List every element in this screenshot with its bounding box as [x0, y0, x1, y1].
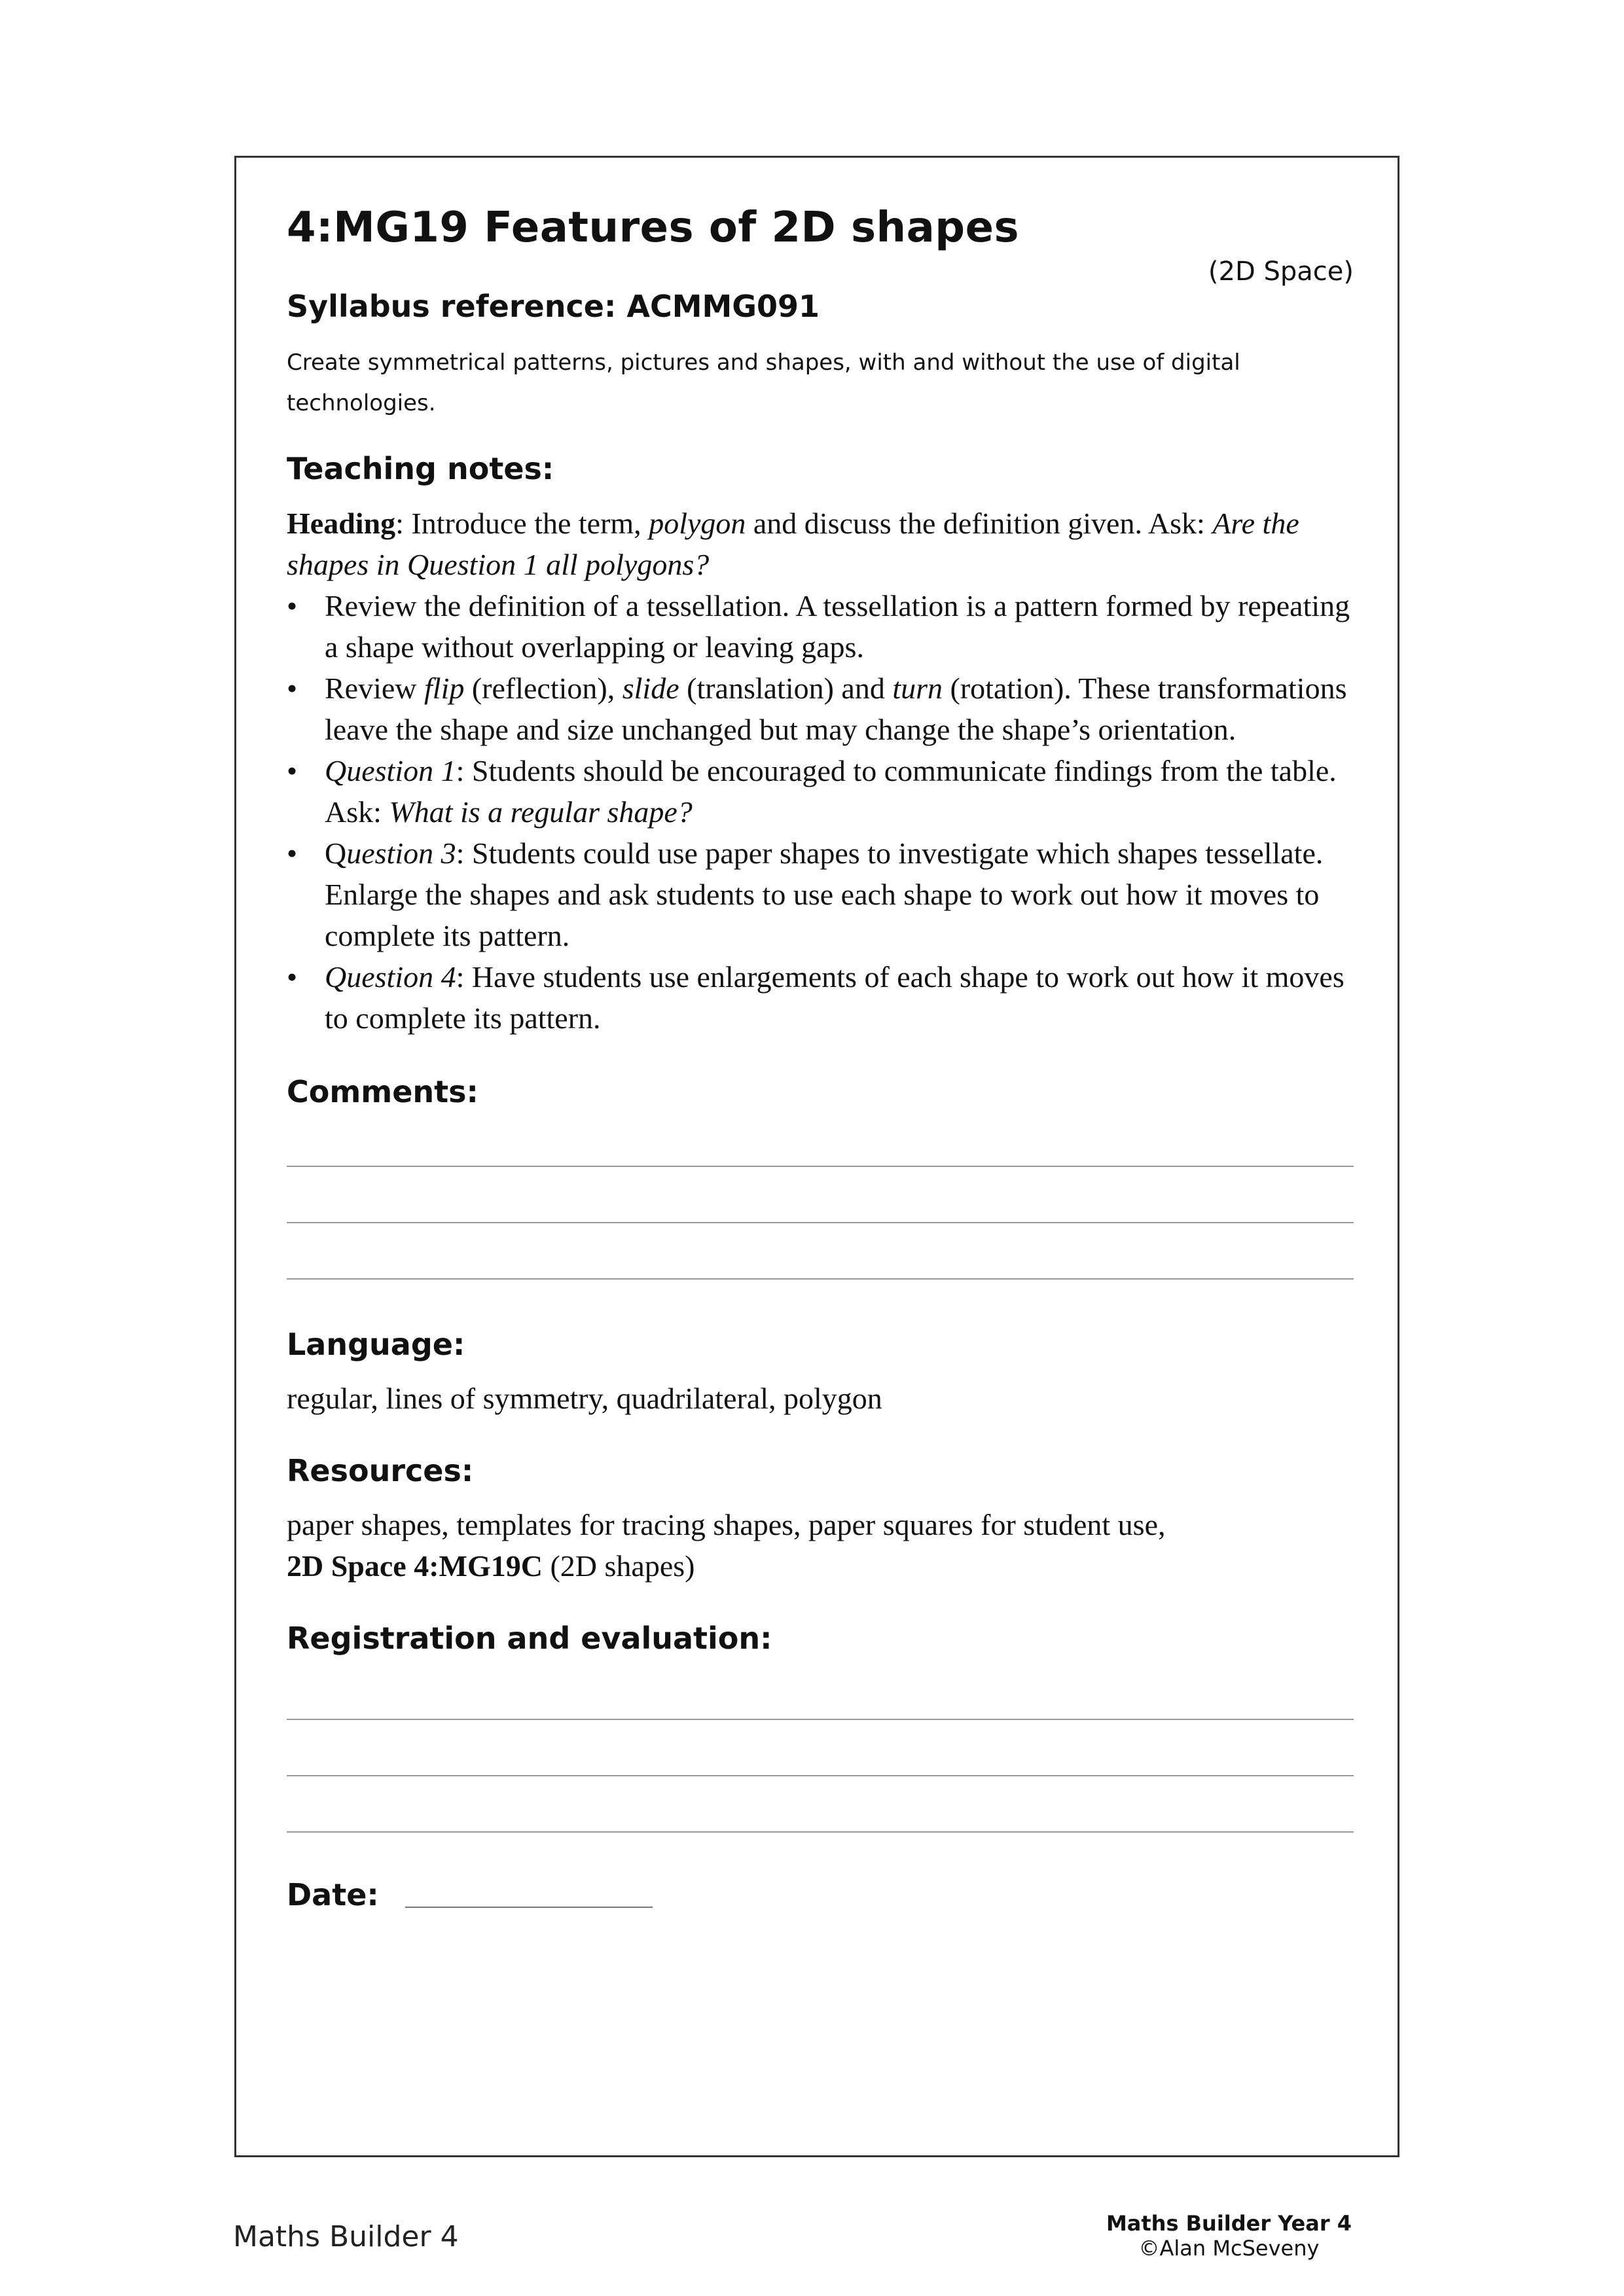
registration-lines: [287, 1719, 1354, 1833]
bullet3-question: What is a regular shape?: [389, 795, 693, 829]
date-row: [287, 1876, 1354, 1915]
syllabus-reference: Syllabus reference: ACMMG091: [287, 288, 820, 324]
bullet3-label: Question 1: [325, 754, 456, 788]
teaching-notes-list: [287, 585, 1354, 1039]
bullet2-flip: flip: [424, 672, 465, 706]
bullet5-a: : Have students use enlargements of each shape to work out how it moves to complete its pattern.: [325, 960, 1344, 1035]
bullet2-turn: turn: [892, 672, 943, 706]
bullet4-q: Q: [325, 836, 347, 870]
teaching-notes-body: [287, 503, 1354, 1039]
footer-copyright: ©Alan McSeveny: [1138, 2236, 1320, 2261]
intro-lead: Heading: [287, 507, 396, 541]
teaching-notes-intro: [287, 503, 1354, 585]
intro-text-1: : Introduce the term,: [395, 507, 649, 541]
registration-line-3[interactable]: [287, 1831, 1354, 1833]
intro-term: polygon: [649, 507, 746, 541]
bullet2-a: Review: [325, 672, 425, 706]
resources-ref: 2D Space 4:MG19C: [287, 1549, 543, 1583]
resources-line-1: paper shapes, templates for tracing shapes, paper squares for student use,: [287, 1507, 1166, 1541]
syllabus-description: Create symmetrical patterns, pictures and shapes, with and without the use of digital technologies.: [287, 349, 1240, 416]
registration-line-1[interactable]: [287, 1719, 1354, 1720]
list-item: [287, 956, 1354, 1039]
resources-heading: Resources:: [287, 1452, 474, 1488]
footer-series: Maths Builder Year 4: [1106, 2211, 1352, 2236]
bullet1-text: Review the definition of a tessellation. A tessellation is a pattern formed by repeating a shape without overlapping or leaving gaps.: [325, 589, 1350, 664]
language-text: regular, lines of symmetry, quadrilateral, polygon: [287, 1381, 882, 1415]
list-item: [287, 750, 1354, 833]
resources-ref-note: (2D shapes): [542, 1549, 695, 1583]
strand-label: (2D Space): [1208, 256, 1354, 287]
comments-lines: [287, 1166, 1354, 1280]
comments-heading: Comments:: [287, 1074, 478, 1110]
resources-text: [287, 1504, 1354, 1587]
comment-line-3[interactable]: [287, 1278, 1354, 1280]
bullet2-b: (reflection),: [464, 672, 623, 706]
registration-line-2[interactable]: [287, 1775, 1354, 1776]
list-item: [287, 668, 1354, 750]
comment-line-2[interactable]: [287, 1222, 1354, 1223]
bullet3-a: : Students should be encouraged to communicate findings from the table. Ask:: [325, 754, 1337, 829]
teacher-notes-page: [287, 203, 1354, 1914]
footer-credit: [1106, 2211, 1352, 2261]
intro-text-2: and discuss the definition given. Ask:: [746, 507, 1213, 541]
bullet4-label: uestion 3: [346, 836, 456, 870]
bullet2-c: (translation) and: [679, 672, 893, 706]
bullet5-label: Question 4: [325, 960, 456, 994]
list-item: [287, 585, 1354, 668]
language-heading: Language:: [287, 1327, 465, 1363]
bullet4-a: : Students could use paper shapes to investigate which shapes tessellate. Enlarge the shapes and ask students to use each shape to work out how it moves to complete its pattern.: [325, 836, 1324, 953]
bullet2-slide: slide: [622, 672, 679, 706]
page-title: 4:MG19 Features of 2D shapes: [287, 204, 1020, 252]
registration-heading: Registration and evaluation:: [287, 1620, 772, 1656]
footer-book-title: Maths Builder 4: [233, 2220, 459, 2253]
comment-line-1[interactable]: [287, 1166, 1354, 1167]
teaching-notes-heading: Teaching notes:: [287, 450, 554, 486]
resources-line-2: [287, 1545, 1354, 1587]
bullet2-d: (rotation). These transformations leave the shape and size unchanged but may change the shape’s orientation.: [325, 672, 1347, 747]
date-line[interactable]: [405, 1907, 653, 1908]
date-label: Date:: [287, 1876, 379, 1912]
list-item: [287, 833, 1354, 956]
intro-question: Are the shapes in Question 1 all polygons?: [287, 507, 1299, 582]
